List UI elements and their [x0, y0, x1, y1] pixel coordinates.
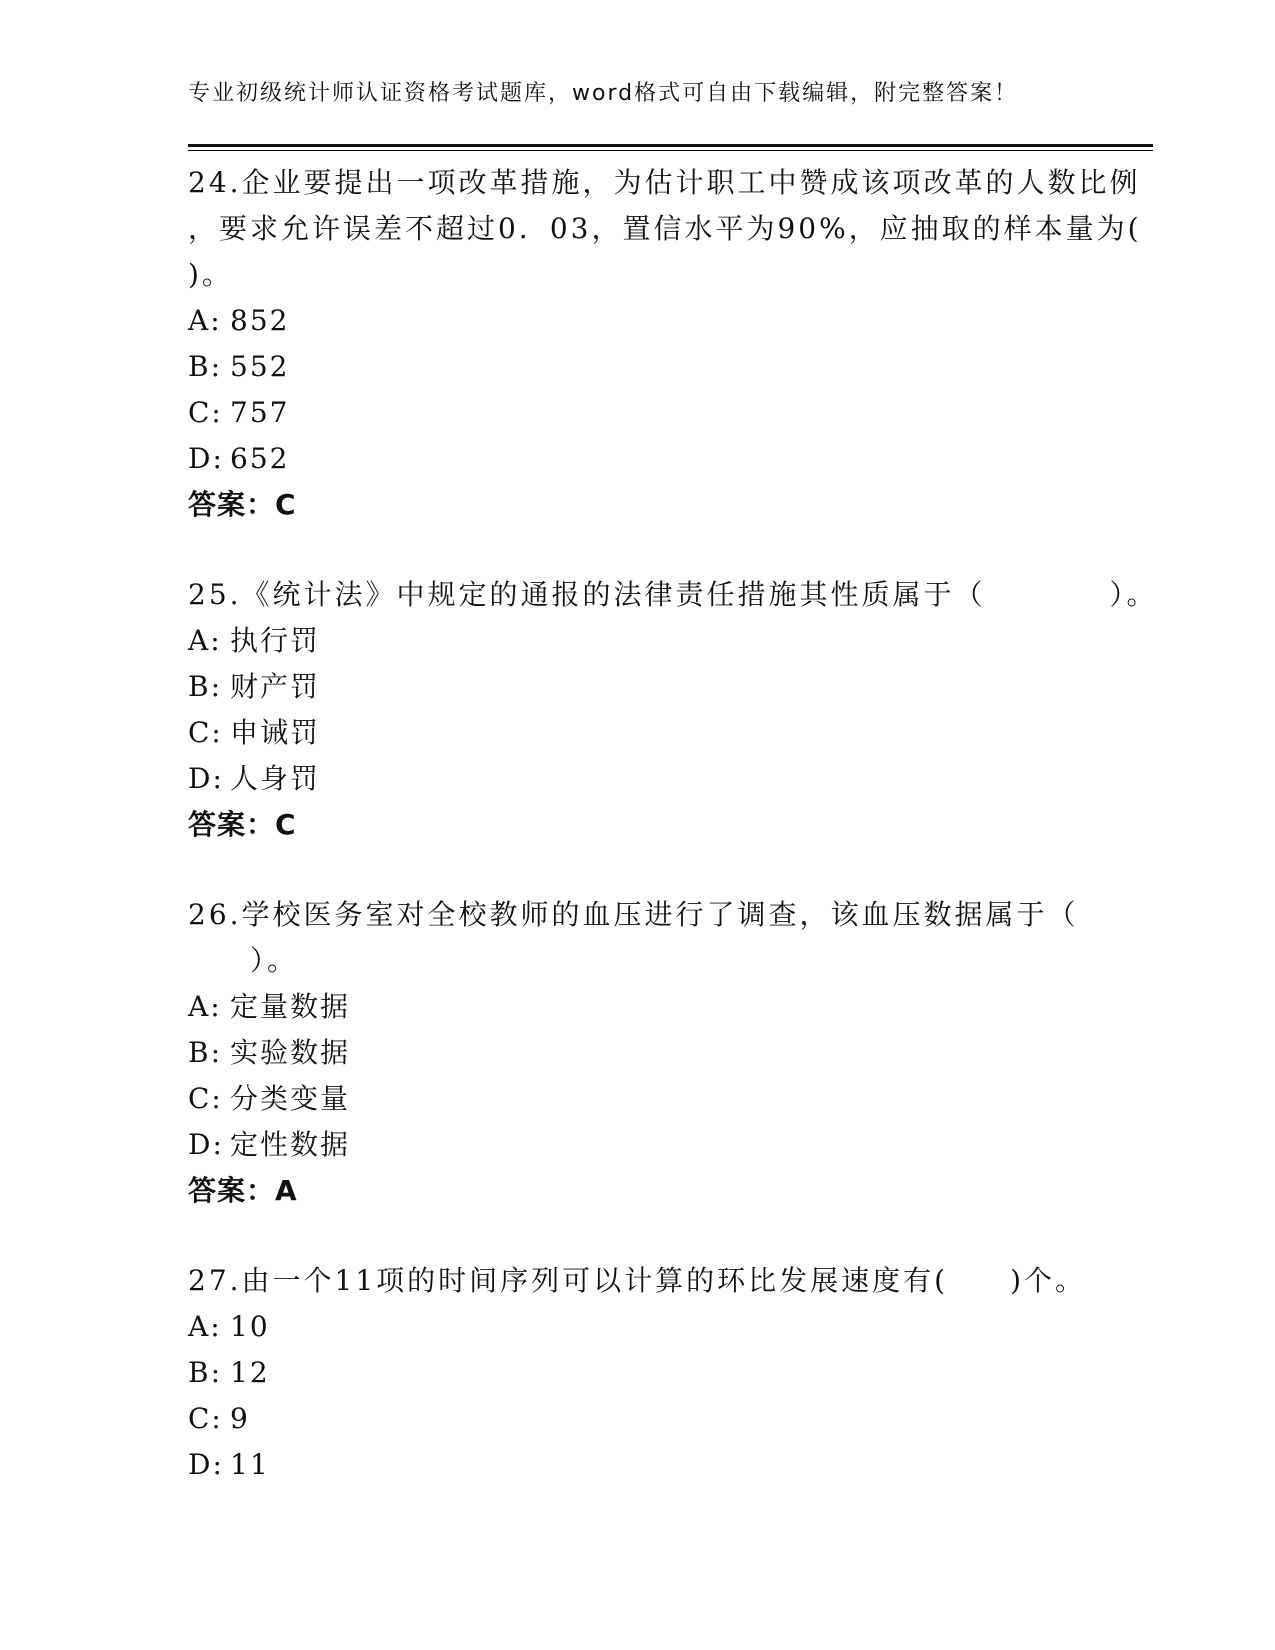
option-key: A: — [188, 304, 222, 337]
question-24 — [188, 160, 1142, 528]
option-key: A: — [188, 624, 222, 657]
option-a — [188, 1304, 1088, 1350]
option-text: 申诫罚 — [230, 716, 321, 749]
option-text: 定量数据 — [230, 990, 351, 1023]
option-text: 11 — [230, 1448, 270, 1481]
stem-line: 27.由一个11项的时间序列可以计算的环比发展速度有( )个。 — [188, 1264, 1087, 1297]
answer-label: 答案：C — [188, 488, 297, 521]
question-26 — [188, 892, 1088, 1214]
question-27 — [188, 1258, 1088, 1488]
option-text: 757 — [230, 396, 290, 429]
option-c — [188, 1396, 1088, 1442]
question-stem — [188, 572, 1158, 618]
answer-label: 答案：C — [188, 808, 297, 841]
option-key: D: — [188, 762, 224, 795]
stem-line: 24.企业要提出一项改革措施，为估计职工中赞成该项改革的人数比例 — [188, 166, 1141, 199]
stem-line: ）。 — [188, 944, 299, 977]
option-text: 652 — [230, 442, 290, 475]
option-key: A: — [188, 990, 222, 1023]
header-rule-thick — [188, 144, 1153, 147]
option-b — [188, 1350, 1088, 1396]
option-key: C: — [188, 716, 223, 749]
stem-line: ，要求允许误差不超过0．03，置信水平为90%，应抽取的样本量为( — [188, 212, 1142, 245]
stem-line: 26.学校医务室对全校教师的血压进行了调查，该血压数据属于（ — [188, 898, 1079, 931]
option-text: 定性数据 — [230, 1128, 351, 1161]
option-a — [188, 618, 1088, 664]
stem-line: )。 — [188, 258, 233, 291]
option-text: 12 — [230, 1356, 270, 1389]
option-text: 852 — [230, 304, 290, 337]
option-text: 9 — [230, 1402, 250, 1435]
stem-line: 25.《统计法》中规定的通报的法律责任措施其性质属于（ ）。 — [188, 578, 1158, 611]
option-key: B: — [188, 670, 223, 703]
question-list — [188, 160, 1158, 1532]
option-text: 人身罚 — [230, 762, 321, 795]
option-key: B: — [188, 1356, 223, 1389]
option-key: C: — [188, 1402, 223, 1435]
option-key: B: — [188, 350, 223, 383]
option-c — [188, 710, 1088, 756]
option-key: C: — [188, 396, 223, 429]
question-stem — [188, 1258, 1088, 1304]
option-key: D: — [188, 1128, 224, 1161]
option-b — [188, 344, 1088, 390]
option-a — [188, 984, 1088, 1030]
option-b — [188, 1030, 1088, 1076]
question-stem — [188, 892, 1088, 984]
option-d — [188, 436, 1088, 482]
option-d — [188, 1122, 1088, 1168]
option-d — [188, 756, 1088, 802]
question-stem — [188, 160, 1142, 298]
option-text: 财产罚 — [230, 670, 321, 703]
option-key: D: — [188, 1448, 224, 1481]
option-key: C: — [188, 1082, 223, 1115]
option-c — [188, 1076, 1088, 1122]
option-b — [188, 664, 1088, 710]
option-key: A: — [188, 1310, 222, 1343]
header-rule-thin — [188, 150, 1153, 151]
option-text: 执行罚 — [230, 624, 321, 657]
option-a — [188, 298, 1088, 344]
option-text: 10 — [230, 1310, 270, 1343]
option-c — [188, 390, 1088, 436]
option-text: 552 — [230, 350, 290, 383]
option-d — [188, 1442, 1088, 1488]
option-key: B: — [188, 1036, 223, 1069]
option-text: 实验数据 — [230, 1036, 351, 1069]
question-25 — [188, 572, 1158, 848]
option-text: 分类变量 — [230, 1082, 351, 1115]
answer-label: 答案：A — [188, 1174, 298, 1207]
page-header: 专业初级统计师认证资格考试题库，word格式可自由下载编辑，附完整答案！ — [188, 81, 1019, 106]
option-key: D: — [188, 442, 224, 475]
